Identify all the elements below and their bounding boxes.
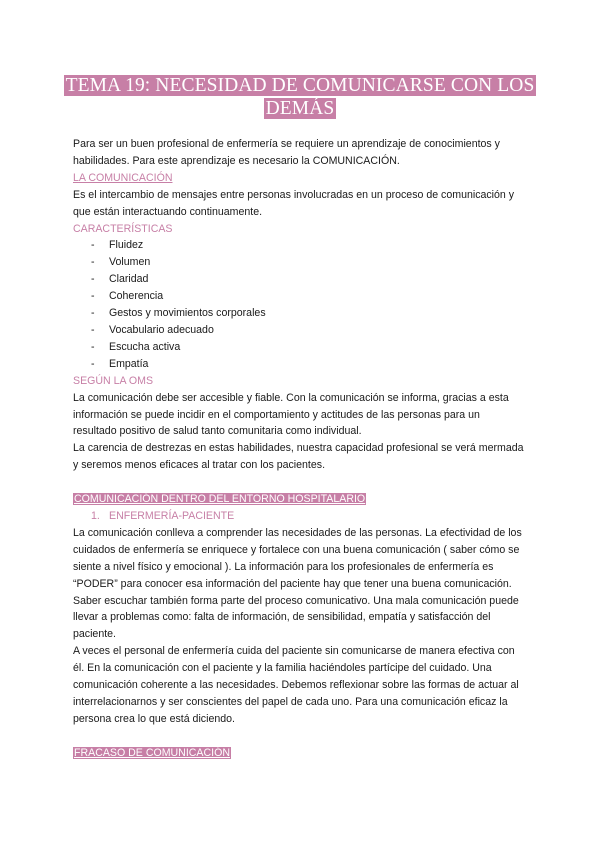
list-item: - Escucha activa <box>91 340 181 353</box>
list-item: - Gestos y movimientos corporales <box>91 307 266 320</box>
oms-paragraph-1: La comunicación debe ser accesible y fiable. Con la comunicación se informa, gracias a esta información se puede incidir en el comportamiento y actitudes de las personas para un resultado positivo de salud tanto comunitaria como individual. <box>73 391 509 438</box>
section-heading-fracaso: FRACASO DE COMUNICACIÓN <box>74 746 230 759</box>
list-item: - Volumen <box>91 256 151 269</box>
enfermeria-paragraph-1: La comunicación conlleva a comprender las necesidades de las personas. La efectividad de los cuidados de enfermería se enriquece y fortalece con una buena comunicación ( saber cómo se siente a nivel físico y emocional ). La información para los profesionales de enfermería es “PODER” para conocer esa información del paciente hay que tener una buena comunicación. Saber escuchar también forma parte del proceso comunicativo. Una mala comunicación puede llevar a problemas como: falta de información, de sensibilidad, empatía y satisfacción del paciente. <box>73 526 522 641</box>
comunicacion-definition: Es el intercambio de mensajes entre personas involucradas en un proceso de comunicación y que están interactuando continuamente. <box>73 188 515 218</box>
title-line-2: DEMÁS <box>265 98 335 119</box>
list-item: - Fluidez <box>91 239 144 252</box>
list-item: - Claridad <box>91 273 149 286</box>
list-item: - Empatía <box>91 357 149 370</box>
document-body <box>73 136 525 762</box>
subheading-enfermeria-paciente <box>73 508 525 525</box>
section-heading-hospitalario: COMUNICACIÓN DENTRO DEL ENTORNO HOSPITALARIO <box>74 493 366 506</box>
page-title <box>0 74 600 120</box>
section-heading-caracteristicas: CARACTERÍSTICAS <box>73 222 173 235</box>
list-item: - Coherencia <box>91 290 164 303</box>
section-heading-comunicacion: LA COMUNICACIÓN <box>73 171 173 184</box>
intro-paragraph: Para ser un buen profesional de enfermería se requiere un aprendizaje de conocimientos y habilidades. Para este aprendizaje es necesario la COMUNICACIÓN. <box>73 138 500 167</box>
title-line-1: TEMA 19: NECESIDAD DE COMUNICARSE CON LOS <box>65 75 535 96</box>
subheading-number: 1. <box>91 510 100 523</box>
list-item: - Vocabulario adecuado <box>91 323 214 336</box>
subheading-label: ENFERMERÍA-PACIENTE <box>109 510 235 523</box>
caracteristicas-list <box>73 237 525 372</box>
enfermeria-paragraph-2: A veces el personal de enfermería cuida del paciente sin comunicarse de manera efectiva con él. En la comunicación con el paciente y la familia haciéndoles partícipe del cuidado. Una comunicación coherente a las necesidades. Debemos reflexionar sobre las formas de actuar al interrelacionarnos y ser conscientes del papel de cada uno. Para una comunicación eficaz la persona crea lo que está diciendo. <box>73 645 519 725</box>
oms-paragraph-2: La carencia de destrezas en estas habilidades, nuestra capacidad profesional se verá mermada y seremos menos eficaces al tratar con los pacientes. <box>73 442 524 472</box>
section-heading-oms: SEGÚN LA OMS <box>73 374 154 387</box>
